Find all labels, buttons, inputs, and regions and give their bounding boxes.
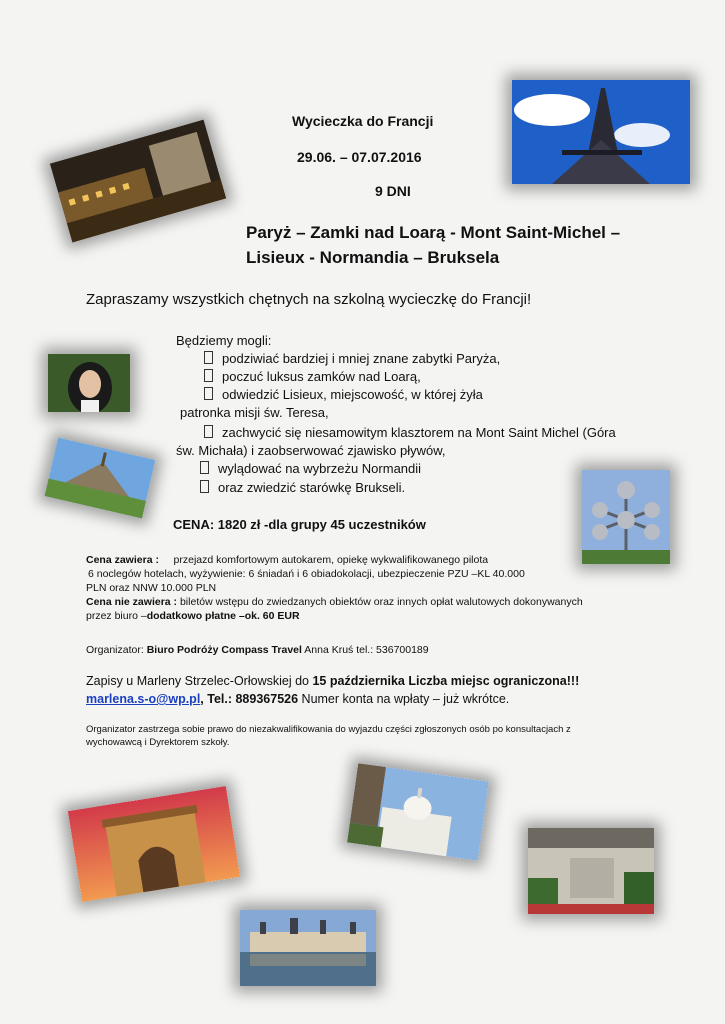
program-item-text: poczuć luksus zamków nad Loarą, bbox=[222, 369, 421, 384]
price-includes bbox=[86, 553, 646, 623]
route-line-2: Lisieux - Normandia – Bruksela bbox=[246, 248, 500, 267]
account-note: Numer konta na wpłaty – już wkrótce. bbox=[298, 692, 510, 706]
program-item-text: zachwycić się niesamowitym klasztorem na Mont Saint Michel (Góra bbox=[222, 425, 616, 440]
signup-deadline: 15 października Liczba miejsc ograniczona!!! bbox=[312, 674, 580, 688]
paris-night-photo bbox=[50, 120, 226, 243]
organizer-line bbox=[86, 643, 429, 657]
organizer-company: Biuro Podróży Compass Travel bbox=[146, 644, 302, 656]
bullet-icon bbox=[204, 387, 213, 400]
organizer-contact: Anna Kruś tel.: 536700189 bbox=[304, 644, 429, 656]
program-item bbox=[200, 479, 405, 497]
bullet-icon bbox=[200, 461, 209, 474]
bullet-icon bbox=[204, 425, 213, 438]
mont-saint-michel-photo bbox=[45, 438, 156, 519]
program-item-text: oraz zwiedzić starówkę Brukseli. bbox=[218, 480, 406, 495]
program-item-text: wylądować na wybrzeżu Normandii bbox=[218, 461, 422, 476]
program-item bbox=[204, 350, 500, 368]
disclaimer-line-1: Organizator zastrzega sobie prawo do niezakwalifikowania do wyjazdu części zgłoszonych osób po konsultacjach z bbox=[86, 724, 571, 735]
atomium-photo bbox=[582, 470, 670, 564]
saint-teresa-photo bbox=[48, 354, 130, 412]
includes-text-2: 6 noclegów hotelach, wyżywienie: 6 śniadań i 6 obiadokolacji, ubezpieczenie PZU –KL 40.000 bbox=[88, 568, 525, 580]
includes-text-3: PLN oraz NNW 10.000 PLN bbox=[86, 582, 217, 594]
disclaimer bbox=[86, 723, 646, 749]
program-item-text: podziwiać bardziej i mniej znane zabytki Paryża, bbox=[222, 351, 501, 366]
includes-label: Cena zawiera : bbox=[86, 554, 159, 566]
chambord-castle-photo bbox=[240, 910, 376, 986]
program-item bbox=[204, 386, 483, 404]
includes-text-1: przejazd komfortowym autokarem, opiekę wykwalifikowanego pilota bbox=[173, 554, 489, 566]
sacre-coeur-photo bbox=[347, 763, 489, 861]
bullet-icon bbox=[204, 351, 213, 364]
excludes-text-2: przez biuro – bbox=[86, 610, 147, 622]
program-item-continuation: patronka misji św. Teresa, bbox=[180, 405, 329, 420]
trip-duration: 9 DNI bbox=[375, 183, 411, 199]
program-item-continuation: św. Michała) i zaobserwować zjawisko pływów, bbox=[176, 443, 446, 458]
trip-dates: 29.06. – 07.07.2016 bbox=[297, 149, 422, 165]
email-link[interactable]: marlena.s-o@wp.pl bbox=[86, 692, 201, 706]
trip-title: Wycieczka do Francji bbox=[292, 113, 434, 129]
organizer-label: Organizator: bbox=[86, 644, 144, 656]
signup-block bbox=[86, 672, 646, 708]
bullet-icon bbox=[204, 369, 213, 382]
excludes-label: Cena nie zawiera : bbox=[86, 596, 178, 608]
bullet-icon bbox=[200, 480, 209, 493]
excludes-text-1: biletów wstępu do zwiedzanych obiektów oraz innych opłat walutowych dokonywanych bbox=[179, 596, 583, 608]
program-intro: Będziemy mogli: bbox=[176, 333, 272, 348]
route-line-1: Paryż – Zamki nad Loarą - Mont Saint-Michel – bbox=[246, 223, 621, 242]
invitation-text: Zapraszamy wszystkich chętnych na szkolną wycieczkę do Francji! bbox=[86, 291, 532, 308]
signup-phone: , Tel.: 889367526 bbox=[200, 692, 299, 706]
program-item bbox=[204, 368, 421, 386]
eiffel-tower-photo bbox=[512, 80, 690, 184]
excludes-extra-cost: dodatkowo płatne –ok. 60 EUR bbox=[146, 610, 300, 622]
signup-text: Zapisy u Marleny Strzelec-Orłowskiej do bbox=[86, 674, 309, 688]
program-item-text: odwiedzić Lisieux, miejscowość, w której żyła bbox=[222, 387, 483, 402]
pere-lachaise-photo bbox=[528, 828, 654, 914]
program-item bbox=[200, 460, 421, 478]
disclaimer-line-2: wychowawcą i Dyrektorem szkoły. bbox=[86, 737, 230, 748]
price-line: CENA: 1820 zł -dla grupy 45 uczestników bbox=[173, 517, 426, 532]
program-item bbox=[204, 424, 616, 442]
arc-de-triomphe-photo bbox=[68, 786, 240, 902]
